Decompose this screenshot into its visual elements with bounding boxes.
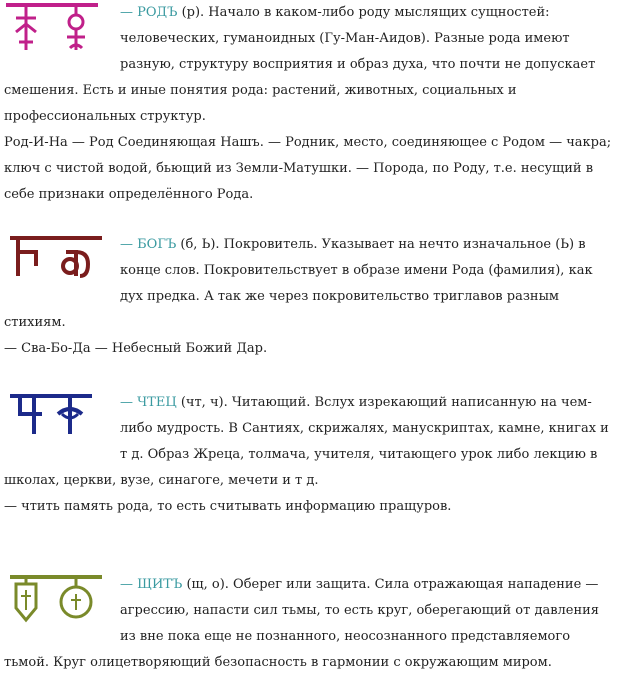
definition-shchit: (щ, о). Оберег или защита. Сила отражающая нападение — агрессию, напасти сил тьмы, то есть круг, оберегающий от давления из вне пока еще не познанного, неосознанного представляемого тьмой. Круг олицетворяющий безопасность в гармонии с окружающим миром. xyxy=(4,577,600,670)
entry-rod xyxy=(4,0,616,208)
shchit-glyph-icon xyxy=(4,572,116,636)
bog-glyph-icon xyxy=(4,232,116,296)
entry-bog-extra: — Сва-Бо-Да — Небесный Божий Дар. xyxy=(4,341,268,356)
term-shchit: — ЩИТЪ xyxy=(120,577,183,592)
chtec-glyph-icon xyxy=(4,390,116,454)
entry-shchit xyxy=(4,572,616,676)
term-rod: — РОДЪ xyxy=(120,5,178,20)
term-bog: — БОГЪ xyxy=(120,237,177,252)
definition-rod: (р). Начало в каком-либо роду мыслящих сущностей: человеческих, гуманоидных (Гу-Ман-Аидов). Разные рода имеют разную, структуру восприятия и образ духа, что почти не допускает смешения. Есть и иные понятия рода: растений, животных, социальных и профессиональных структур. xyxy=(4,5,596,124)
entry-bog xyxy=(4,232,616,362)
entry-rod-extra: Род-И-На — Род Соединяющая Нашъ. — Родник, место, соединяющее с Родом — чакра; ключ с чистой водой, бьющий из Земли-Матушки. — Порода, по Роду, т.е. несущий в себе признаки определённого Рода. xyxy=(4,135,612,202)
definition-chtec: (чт, ч). Читающий. Вслух изрекающий написанную на чем-либо мудрость. В Сантиях, скрижалях, манускриптах, камне, книгах и т д. Образ Жреца, толмача, учителя, читающего урок либо лекцию в школах, церкви, вузе, синагоге, мечети и т д. xyxy=(4,395,609,488)
term-chtec: — ЧТЕЦ xyxy=(120,395,177,410)
rod-glyph-icon xyxy=(4,0,116,64)
definition-bog: (б, Ь). Покровитель. Указывает на нечто изначальное (Ь) в конце слов. Покровительствует в образе имени Рода (фамилия), как дух предка. А так же через покровительство триглавов разным стихиям. xyxy=(4,237,593,330)
entry-chtec xyxy=(4,390,616,520)
entry-chtec-extra: — чтить память рода, то есть считывать информацию пращуров. xyxy=(4,499,452,514)
